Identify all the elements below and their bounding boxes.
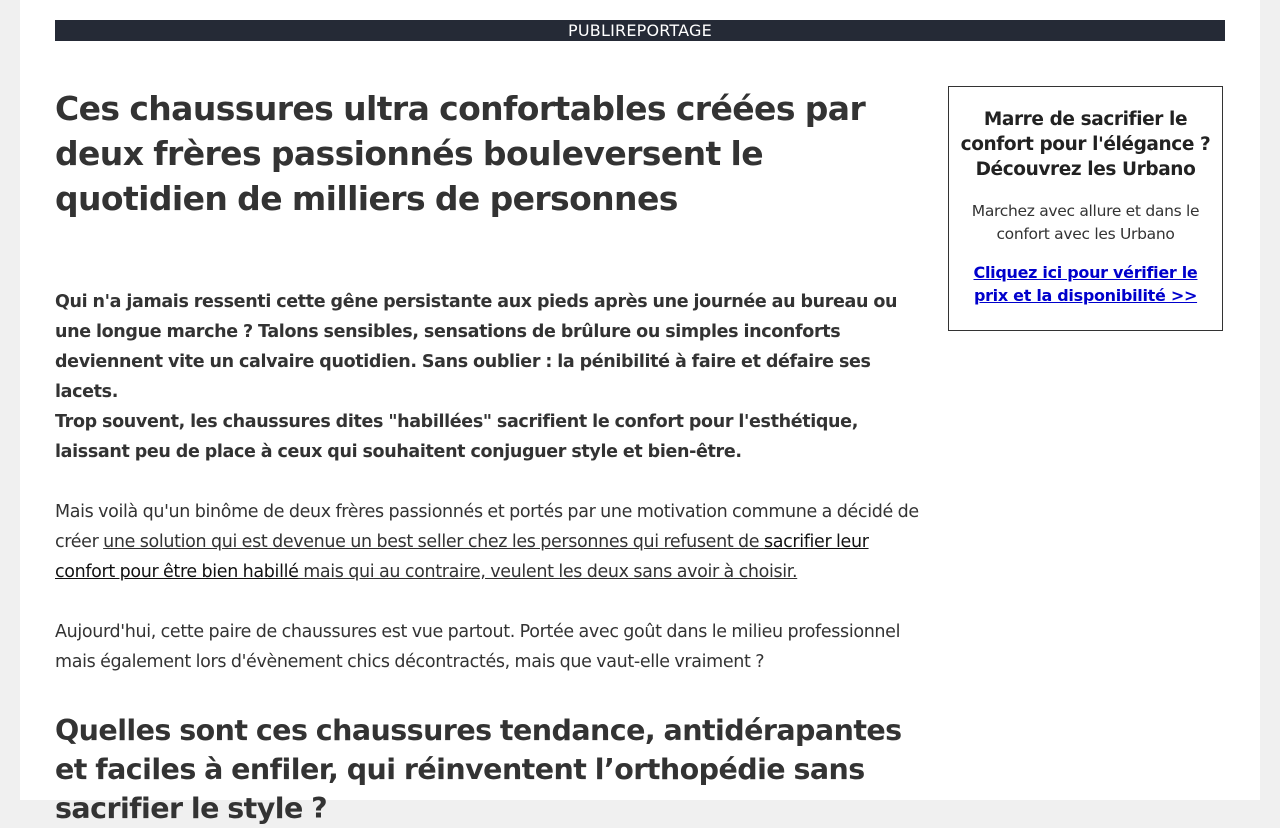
sidebar-promo-box (948, 86, 1223, 331)
article-main (55, 86, 927, 828)
intro-paragraph-1: Qui n'a jamais ressenti cette gêne persistante aux pieds après une journée au bureau ou une longue marche ? Talons sensibles, sensations de brûlure ou simples inconforts deviennent vite un calvaire quotidien. Sans oublier : la pénibilité à faire et défaire ses lacets. (55, 292, 898, 402)
both-without-choosing-link[interactable]: mais qui au contraire, veulent les deux sans avoir à choisir. (298, 562, 798, 582)
intro-paragraph-2: Trop souvent, les chaussures dites "habillées" sacrifient le confort pour l'esthétique, laissant peu de place à ceux qui souhaitent conjuguer style et bien-être. (55, 412, 858, 462)
publireportage-banner: PUBLIREPORTAGE (55, 20, 1225, 41)
article-title: Ces chaussures ultra confortables créées par deux frères passionnés bouleversent le quotidien de milliers de personnes (55, 89, 866, 218)
article-paragraph-1 (55, 497, 927, 587)
sidebar-text: Marchez avec allure et dans le confort avec les Urbano (971, 202, 1200, 243)
article-paragraph-2: Aujourd'hui, cette paire de chaussures est vue partout. Portée avec goût dans le milieu professionnel mais également lors d'évènement chics décontractés, mais que vaut-elle vraiment ? (55, 622, 901, 672)
article-subtitle: Quelles sont ces chaussures tendance, antidérapantes et faciles à enfiler, qui réinventent l’orthopédie sans sacrifier le style ? (55, 714, 902, 825)
page-container (20, 0, 1260, 825)
paragraph-1-text: Mais voilà qu'un binôme de deux frères passionnés et portés par une motivation commune a décidé de créer (55, 502, 919, 552)
sidebar-title: Marre de sacrifier le confort pour l'élégance ? Découvrez les Urbano (960, 109, 1211, 180)
article-intro (55, 287, 927, 467)
comfort-link[interactable]: sacrifier leur confort pour être bien habillé (55, 532, 869, 582)
best-seller-link[interactable]: une solution qui est devenue un best seller chez les personnes qui refusent de (103, 532, 764, 552)
check-price-link[interactable]: Cliquez ici pour vérifier le prix et la disponibilité >> (973, 263, 1198, 305)
